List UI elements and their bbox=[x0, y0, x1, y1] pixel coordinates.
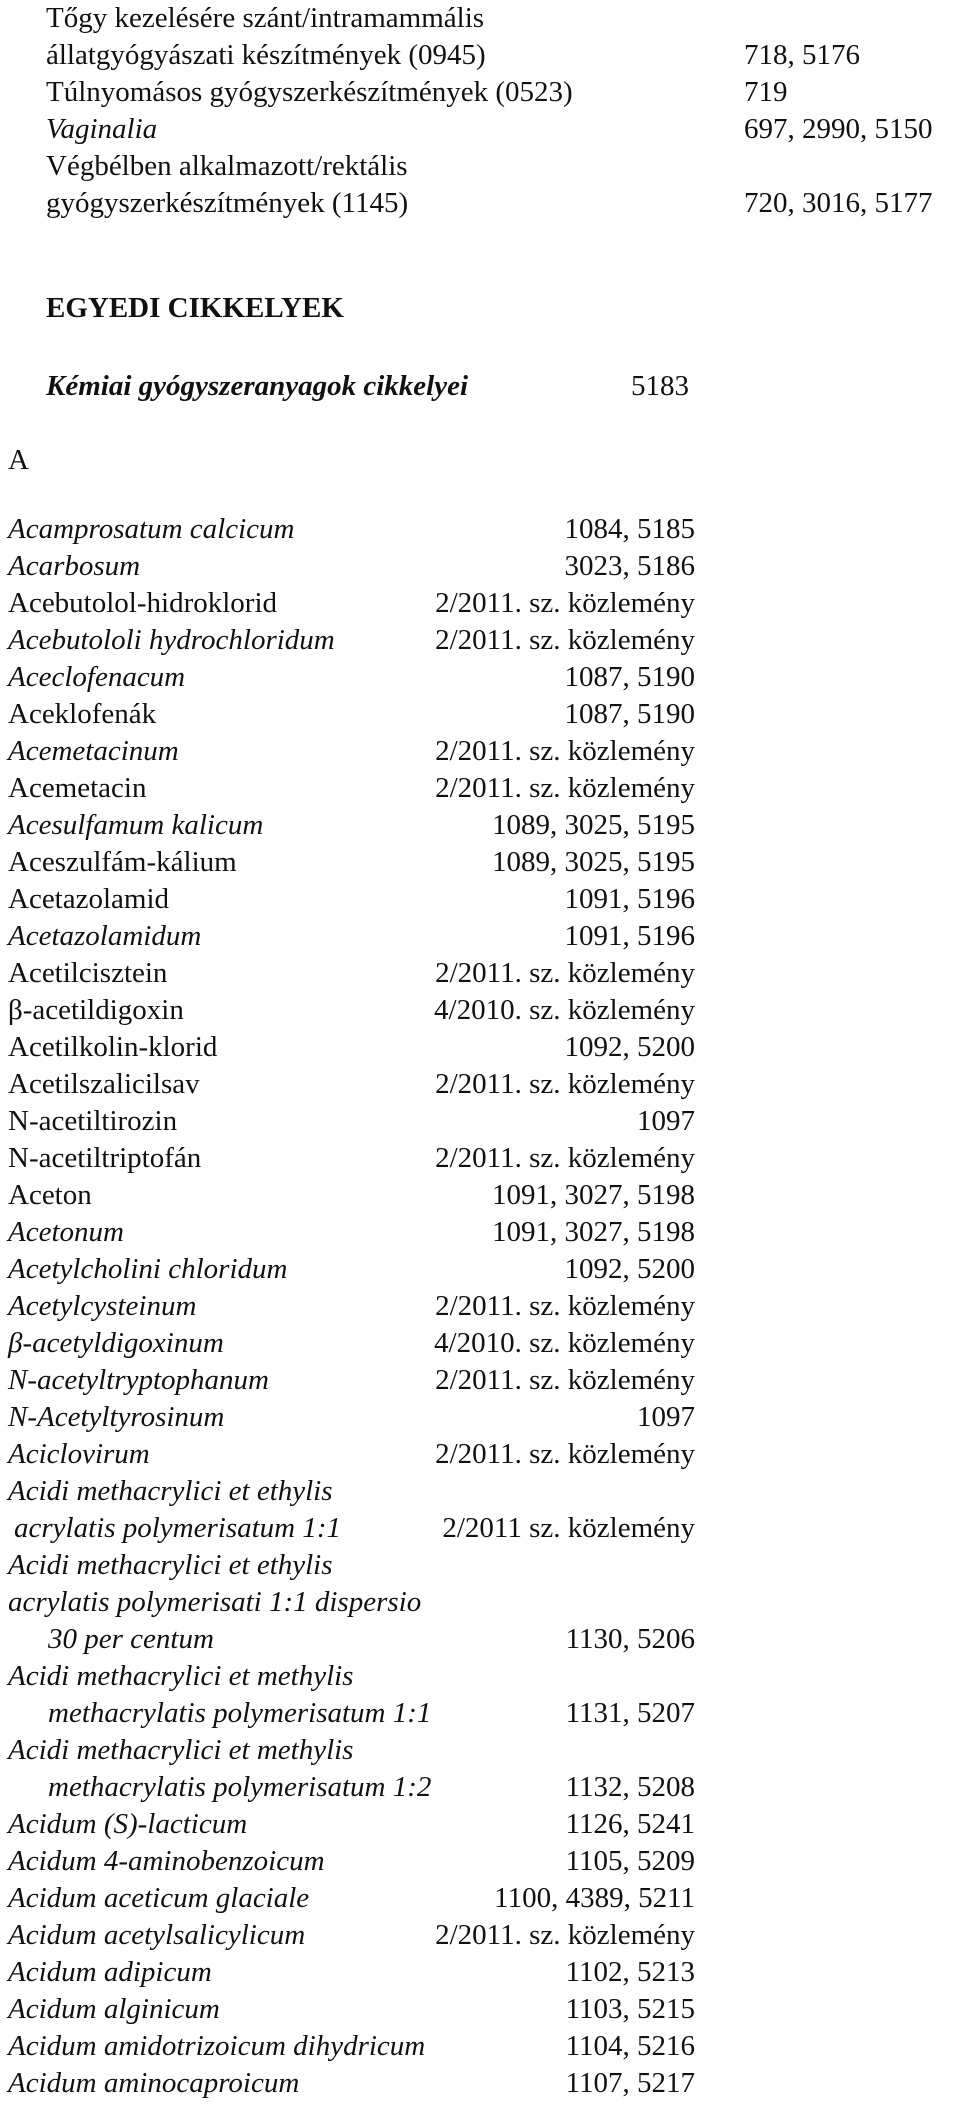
entry-name: Acidum aminocaproicum bbox=[8, 2067, 300, 2099]
entry-ref: 1091, 3027, 5198 bbox=[492, 1216, 695, 1248]
entry-ref: 1126, 5241 bbox=[565, 1808, 695, 1840]
entry-ref: 3023, 5186 bbox=[564, 550, 695, 582]
entry-ref: 1131, 5207 bbox=[565, 1697, 695, 1729]
entry-ref: 1130, 5206 bbox=[565, 1623, 695, 1655]
entry-ref: 2/2011. sz. közlemény bbox=[435, 1438, 695, 1470]
top-item-ref: 718, 5176 bbox=[744, 39, 860, 71]
entry-ref: 1091, 5196 bbox=[564, 883, 695, 915]
entry-name: Acetylcysteinum bbox=[8, 1290, 197, 1322]
entry-name: Aciclovirum bbox=[8, 1438, 150, 1470]
top-item-name: Túlnyomásos gyógyszerkészítmények (0523) bbox=[46, 76, 573, 108]
entry-name: Aceton bbox=[8, 1179, 92, 1211]
entry-name: Acidum acetylsalicylicum bbox=[8, 1919, 306, 1951]
entry-name: methacrylatis polymerisatum 1:2 bbox=[48, 1771, 432, 1803]
entry-name: Acidum alginicum bbox=[8, 1993, 220, 2025]
top-item-ref: 719 bbox=[744, 76, 788, 108]
entry-ref: 1092, 5200 bbox=[564, 1031, 695, 1063]
entry-name: Acidi methacrylici et methylis bbox=[8, 1734, 354, 1766]
entry-ref: 2/2011. sz. közlemény bbox=[435, 957, 695, 989]
entry-name: Aceclofenacum bbox=[8, 661, 186, 693]
subsection-ref: 5183 bbox=[631, 370, 689, 402]
entry-name: acrylatis polymerisatum 1:1 bbox=[14, 1512, 342, 1544]
entry-name: Acidi methacrylici et ethylis bbox=[8, 1475, 333, 1507]
entry-name: Acetonum bbox=[8, 1216, 124, 1248]
top-item-name: Vaginalia bbox=[46, 113, 158, 145]
top-item-ref: 720, 3016, 5177 bbox=[744, 187, 933, 219]
entry-name: β-acetyldigoxinum bbox=[8, 1327, 224, 1359]
entry-ref: 2/2011. sz. közlemény bbox=[435, 1290, 695, 1322]
entry-name: Acetilkolin-klorid bbox=[8, 1031, 218, 1063]
entry-ref: 1105, 5209 bbox=[565, 1845, 695, 1877]
entry-name: N-acetiltirozin bbox=[8, 1105, 178, 1137]
top-item-ref: 697, 2990, 5150 bbox=[744, 113, 933, 145]
entry-name: Acebutolol-hidroklorid bbox=[8, 587, 278, 619]
entry-ref: 1103, 5215 bbox=[565, 1993, 695, 2025]
entry-ref: 4/2010. sz. közlemény bbox=[434, 1327, 695, 1359]
entry-ref: 1087, 5190 bbox=[564, 698, 695, 730]
entry-name: Acidi methacrylici et ethylis bbox=[8, 1549, 333, 1581]
entry-ref: 1091, 5196 bbox=[564, 920, 695, 952]
entry-name: Acarbosum bbox=[8, 550, 141, 582]
entry-name: Aceklofenák bbox=[8, 698, 157, 730]
entry-ref: 1102, 5213 bbox=[565, 1956, 695, 1988]
entry-name: acrylatis polymerisati 1:1 dispersio bbox=[8, 1586, 422, 1618]
entry-ref: 2/2011. sz. közlemény bbox=[435, 1919, 695, 1951]
entry-name: Acidum aceticum glaciale bbox=[8, 1882, 310, 1914]
entry-ref: 2/2011. sz. közlemény bbox=[435, 772, 695, 804]
index-letter: A bbox=[8, 444, 29, 476]
entry-name: Acetazolamid bbox=[8, 883, 170, 915]
top-item-name: gyógyszerkészítmények (1145) bbox=[46, 187, 409, 219]
entry-name: Acamprosatum calcicum bbox=[8, 513, 295, 545]
entry-ref: 2/2011. sz. közlemény bbox=[435, 735, 695, 767]
entry-ref: 1089, 3025, 5195 bbox=[492, 846, 695, 878]
entry-name: Acemetacinum bbox=[8, 735, 179, 767]
entry-name: 30 per centum bbox=[48, 1623, 214, 1655]
top-item-name: állatgyógyászati készítmények (0945) bbox=[46, 39, 486, 71]
entry-name: β-acetildigoxin bbox=[8, 994, 184, 1026]
entry-ref: 1132, 5208 bbox=[565, 1771, 695, 1803]
entry-ref: 1092, 5200 bbox=[564, 1253, 695, 1285]
entry-name: N-Acetyltyrosinum bbox=[8, 1401, 225, 1433]
entry-ref: 1097 bbox=[637, 1401, 695, 1433]
entry-name: Acidum 4-aminobenzoicum bbox=[8, 1845, 325, 1877]
entry-name: Acesulfamum kalicum bbox=[8, 809, 264, 841]
entry-ref: 2/2011. sz. közlemény bbox=[435, 1142, 695, 1174]
entry-ref: 4/2010. sz. közlemény bbox=[434, 994, 695, 1026]
entry-ref: 1087, 5190 bbox=[564, 661, 695, 693]
entry-name: Acebutololi hydrochloridum bbox=[8, 624, 335, 656]
entry-ref: 1091, 3027, 5198 bbox=[492, 1179, 695, 1211]
entry-name: Acidum adipicum bbox=[8, 1956, 212, 1988]
entry-name: Acetylcholini chloridum bbox=[8, 1253, 288, 1285]
subsection-title: Kémiai gyógyszeranyagok cikkelyei bbox=[46, 370, 469, 402]
entry-name: Acetilszalicilsav bbox=[8, 1068, 200, 1100]
top-item-name: Tőgy kezelésére szánt/intramammális bbox=[46, 2, 485, 34]
entry-name: Acetilcisztein bbox=[8, 957, 168, 989]
entry-ref: 1084, 5185 bbox=[564, 513, 695, 545]
entry-name: methacrylatis polymerisatum 1:1 bbox=[48, 1697, 432, 1729]
entry-name: N-acetiltriptofán bbox=[8, 1142, 202, 1174]
entry-ref: 2/2011. sz. közlemény bbox=[435, 1068, 695, 1100]
entry-ref: 1107, 5217 bbox=[565, 2067, 695, 2099]
entry-ref: 2/2011. sz. közlemény bbox=[435, 1364, 695, 1396]
entry-ref: 1097 bbox=[637, 1105, 695, 1137]
entry-name: Acidi methacrylici et methylis bbox=[8, 1660, 354, 1692]
entry-name: N-acetyltryptophanum bbox=[8, 1364, 269, 1396]
entry-ref: 1104, 5216 bbox=[565, 2030, 695, 2062]
entry-name: Acetazolamidum bbox=[8, 920, 202, 952]
entry-name: Aceszulfám-kálium bbox=[8, 846, 237, 878]
entry-ref: 1089, 3025, 5195 bbox=[492, 809, 695, 841]
entry-ref: 2/2011. sz. közlemény bbox=[435, 624, 695, 656]
entry-name: Acidum amidotrizoicum dihydricum bbox=[8, 2030, 426, 2062]
entry-name: Acemetacin bbox=[8, 772, 147, 804]
entry-ref: 1100, 4389, 5211 bbox=[494, 1882, 695, 1914]
entry-ref: 2/2011 sz. közlemény bbox=[442, 1512, 695, 1544]
entry-name: Acidum (S)-lacticum bbox=[8, 1808, 248, 1840]
entry-ref: 2/2011. sz. közlemény bbox=[435, 587, 695, 619]
section-title: EGYEDI CIKKELYEK bbox=[46, 292, 344, 324]
top-item-name: Végbélben alkalmazott/rektális bbox=[46, 150, 408, 182]
